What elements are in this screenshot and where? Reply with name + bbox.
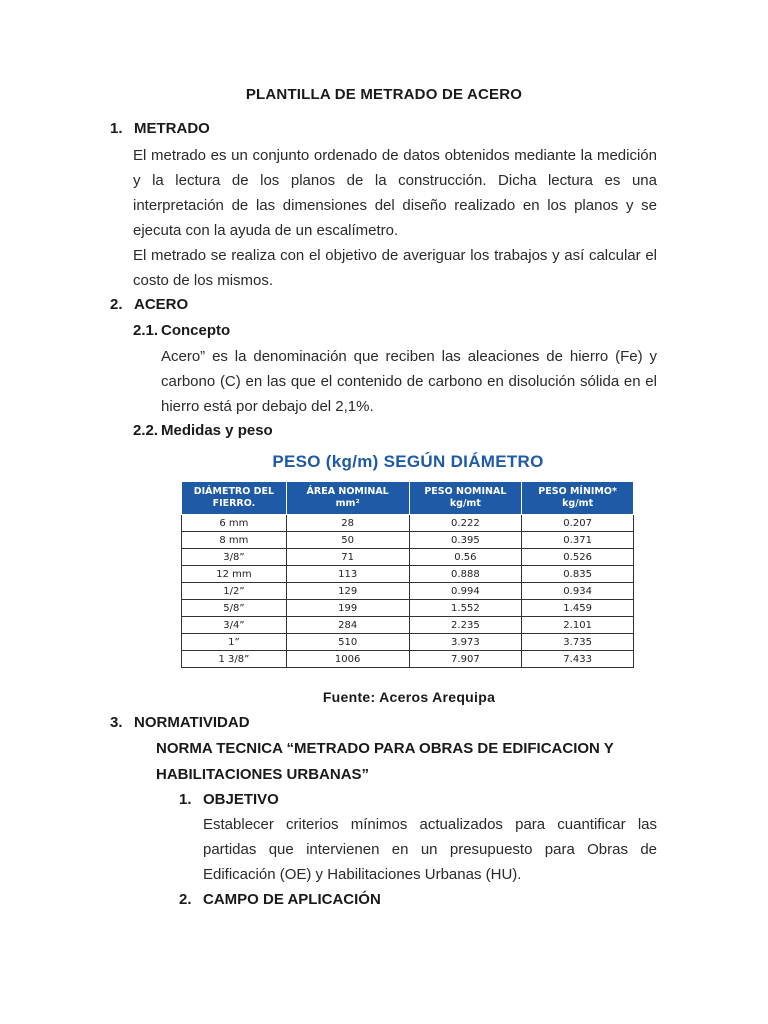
table-row xyxy=(182,515,634,532)
cell-min: 2.101 xyxy=(522,617,634,634)
cell-diameter: 1” xyxy=(182,634,287,651)
section-2-number: 2. xyxy=(110,296,123,313)
table-row xyxy=(182,651,634,668)
weight-table xyxy=(181,481,634,668)
cell-nominal: 2.235 xyxy=(409,617,522,634)
table-row xyxy=(182,617,634,634)
campo-title: CAMPO DE APLICACIÓN xyxy=(203,891,381,908)
cell-area: 71 xyxy=(286,549,409,566)
section-1-body xyxy=(133,143,657,293)
cell-diameter: 8 mm xyxy=(182,532,287,549)
section-3-title: NORMATIVIDAD xyxy=(134,714,250,731)
cell-nominal: 7.907 xyxy=(409,651,522,668)
cell-nominal: 0.395 xyxy=(409,532,522,549)
cell-diameter: 6 mm xyxy=(182,515,287,532)
section-2-1-heading xyxy=(133,322,230,339)
section-1-number: 1. xyxy=(110,120,123,137)
cell-area: 284 xyxy=(286,617,409,634)
cell-diameter: 1/2” xyxy=(182,583,287,600)
cell-nominal: 3.973 xyxy=(409,634,522,651)
cell-diameter: 12 mm xyxy=(182,566,287,583)
cell-min: 0.526 xyxy=(522,549,634,566)
cell-area: 50 xyxy=(286,532,409,549)
cell-area: 1006 xyxy=(286,651,409,668)
header-min-weight: PESO MÍNIMO* kg/mt xyxy=(522,482,634,515)
cell-nominal: 1.552 xyxy=(409,600,522,617)
cell-nominal: 0.56 xyxy=(409,549,522,566)
page-title: PLANTILLA DE METRADO DE ACERO xyxy=(245,86,523,103)
section-2-1-body xyxy=(161,344,657,419)
objetivo-paragraph: Establecer criterios mínimos actualizados para cuantificar las partidas que intervienen en un presupuesto para Obras de Edificación (OE) y Habilitaciones Urbanas (HU). xyxy=(203,816,657,883)
section-2-2-heading xyxy=(133,422,273,439)
section-3-heading xyxy=(110,714,250,731)
cell-area: 129 xyxy=(286,583,409,600)
section-3-number: 3. xyxy=(110,714,123,731)
cell-min: 0.934 xyxy=(522,583,634,600)
section-2-1-number: 2.1. xyxy=(133,322,159,339)
cell-diameter: 5/8” xyxy=(182,600,287,617)
objetivo-body xyxy=(203,812,657,887)
header-nominal-weight: PESO NOMINAL kg/mt xyxy=(409,482,522,515)
cell-nominal: 0.994 xyxy=(409,583,522,600)
section-2-2-number: 2.2. xyxy=(133,422,159,439)
table-row xyxy=(182,566,634,583)
cell-area: 510 xyxy=(286,634,409,651)
table-header-row xyxy=(182,482,634,515)
cell-area: 199 xyxy=(286,600,409,617)
cell-diameter: 3/8” xyxy=(182,549,287,566)
cell-diameter: 3/4” xyxy=(182,617,287,634)
section-2-heading xyxy=(110,296,188,313)
table-source: Fuente: Aceros Arequipa xyxy=(322,689,496,705)
header-area: ÁREA NOMINAL mm² xyxy=(286,482,409,515)
section-1-title: METRADO xyxy=(134,120,210,137)
cell-area: 113 xyxy=(286,566,409,583)
objetivo-number: 1. xyxy=(179,791,192,808)
cell-min: 3.735 xyxy=(522,634,634,651)
campo-heading xyxy=(179,891,381,908)
norma-title-line-1: NORMA TECNICA “METRADO PARA OBRAS DE EDIFICACION Y xyxy=(156,740,614,757)
table-row xyxy=(182,600,634,617)
table-row xyxy=(182,583,634,600)
objetivo-title: OBJETIVO xyxy=(203,791,279,808)
norma-title-line-2: HABILITACIONES URBANAS” xyxy=(156,766,370,783)
section-2-1-title: Concepto xyxy=(161,322,231,339)
cell-min: 7.433 xyxy=(522,651,634,668)
table-row xyxy=(182,634,634,651)
cell-min: 0.207 xyxy=(522,515,634,532)
section-2-1-paragraph: Acero” es la denominación que reciben las aleaciones de hierro (Fe) y carbono (C) en las que el contenido de carbono en disolución sólida en el hierro está por debajo del 2,1%. xyxy=(161,348,657,415)
campo-number: 2. xyxy=(179,891,192,908)
cell-area: 28 xyxy=(286,515,409,532)
section-1-paragraph-1: El metrado es un conjunto ordenado de datos obtenidos mediante la medición y la lectura de los planos de la construcción. Dicha lectura es una interpretación de las dimensiones del diseño realizado en los planos y se ejecuta con la ayuda de un escalímetro. xyxy=(133,147,657,239)
cell-nominal: 0.222 xyxy=(409,515,522,532)
table-row xyxy=(182,549,634,566)
section-2-2-title: Medidas y peso xyxy=(161,422,273,439)
section-1-heading xyxy=(110,120,210,137)
section-2-title: ACERO xyxy=(134,296,189,313)
cell-min: 0.371 xyxy=(522,532,634,549)
cell-min: 1.459 xyxy=(522,600,634,617)
header-diameter: DIÁMETRO DEL FIERRO. xyxy=(182,482,287,515)
objetivo-heading xyxy=(179,791,279,808)
section-1-paragraph-2: El metrado se realiza con el objetivo de averiguar los trabajos y así calcular el costo de los mismos. xyxy=(133,247,657,289)
cell-nominal: 0.888 xyxy=(409,566,522,583)
table-row xyxy=(182,532,634,549)
cell-diameter: 1 3/8” xyxy=(182,651,287,668)
table-title: PESO (kg/m) SEGÚN DIÁMETRO xyxy=(272,452,544,471)
cell-min: 0.835 xyxy=(522,566,634,583)
